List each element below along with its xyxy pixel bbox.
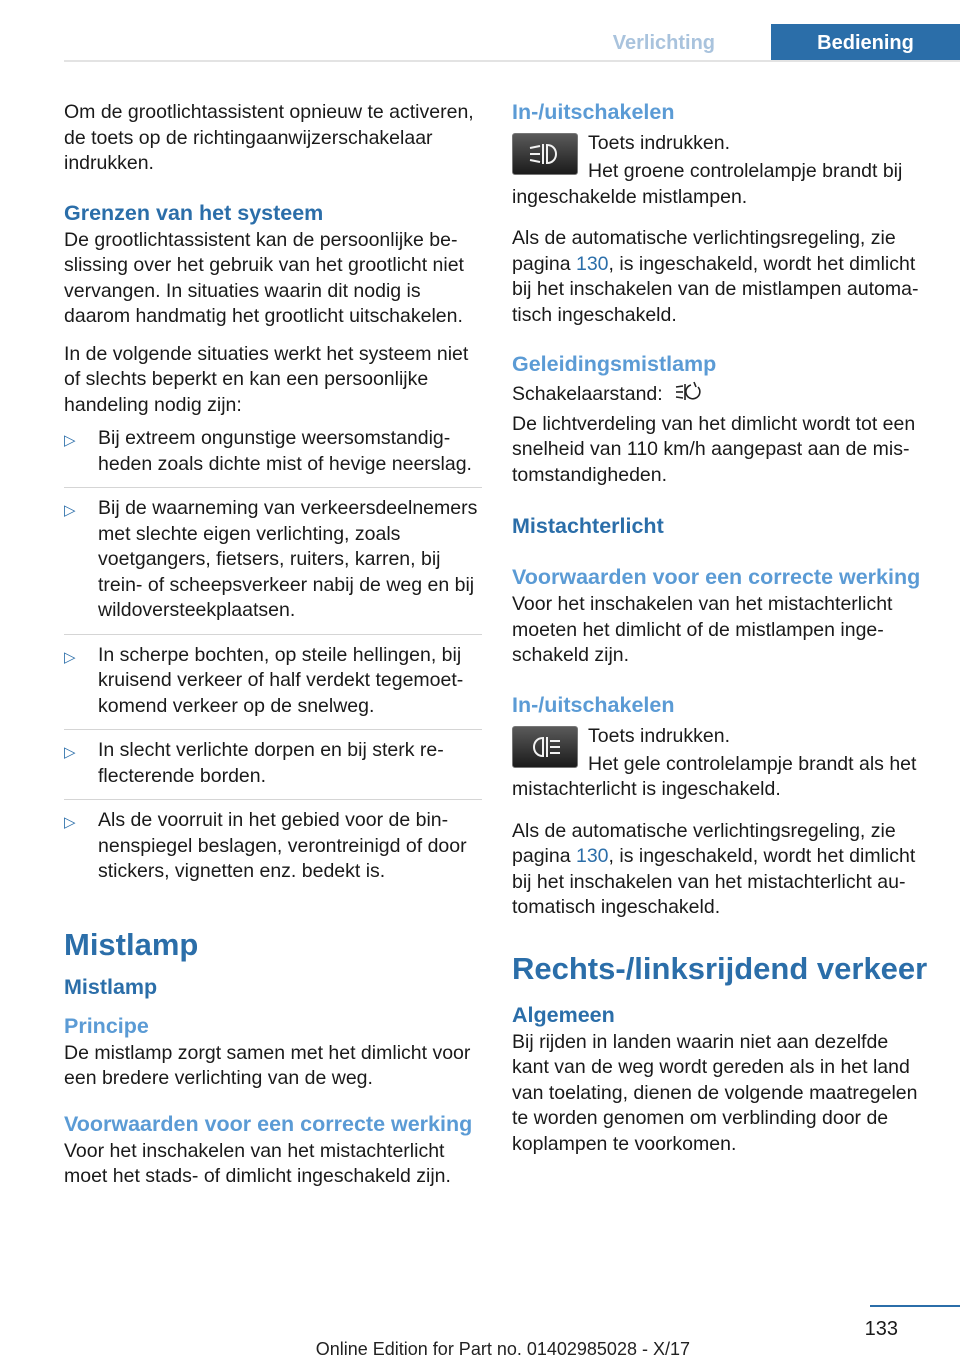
front-fog-button-block (512, 131, 930, 183)
heading-principe: Principe (64, 1013, 149, 1038)
footer-rule (870, 1305, 960, 1307)
triangle-right-icon: ▷ (64, 502, 76, 519)
triangle-right-icon: ▷ (64, 744, 76, 761)
triangle-right-icon: ▷ (64, 648, 76, 666)
button-instruction: Toets indrukken. (588, 724, 730, 747)
rear-fog-button-block (512, 724, 930, 776)
left-column (64, 100, 482, 1202)
page-link-130[interactable]: 130 (575, 845, 609, 867)
heading-geleidingsmistlamp: Geleidingsmistlamp (512, 352, 717, 376)
list-item: ▷ Als de voorruit in het gebied voor de binnenspiegel beslagen, verontreinigd of door stickers, vignetten enz. bedekt is. (64, 809, 467, 882)
grenzen-paragraph-1: De grootlichtassistent kan de persoonlijke beslissing over het gebruik van het grootlicht niet vervangen. In situaties waarin dit nodig is daarom handmatig het grootlicht uitschakelen. (64, 228, 464, 327)
list-item: ▷ Bij de waarneming van verkeersdeelnemers met slechte eigen verlichting, zoals voetgangers, fietsers, ruiters, karren, bij trein- of scheepsverkeer nabij de weg en bij wildoversteekplaatsen. (64, 496, 482, 635)
heading-voorwaarden-2: Voorwaarden voor een correcte werking (512, 565, 921, 589)
voorwaarden-2-paragraph: Voor het inschakelen van het mistachterlicht moeten het dimlicht of de mistlampen ingeschakeld zijn. (512, 593, 893, 666)
heading-mistlamp: Mistlamp (64, 974, 158, 999)
tab-verlichting[interactable]: Verlichting (612, 32, 715, 54)
heading-voorwaarden: Voorwaarden voor een correcte werking (64, 1111, 473, 1136)
tab-bediening[interactable]: Bediening (771, 24, 960, 62)
section-title-rechts-links: Rechts-/linksrijdend verkeer (512, 950, 928, 986)
geleiding-paragraph: De lichtverdeling van het dimlicht wordt tot een snelheid van 110 km/h aangepast aan de mistomstandigheden. (512, 412, 916, 486)
principe-paragraph: De mistlamp zorgt samen met het dimlicht voor een bredere verlichting van de weg. (64, 1041, 471, 1089)
rear-fog-lamp-button[interactable] (512, 726, 578, 768)
footer-edition: Online Edition for Part no. 01402985028 - X/17 (315, 1339, 690, 1359)
rear-fog-lamp-icon (528, 735, 562, 759)
front-fog-lamp-button[interactable] (512, 133, 578, 175)
section-title-mistlamp: Mistlamp (64, 926, 199, 962)
right-column (512, 100, 930, 1169)
intro-paragraph: Om de grootlichtassistent opnieuw te activeren, de toets op de richtingaanwijzerschakelaar indrukken. (64, 101, 474, 174)
switch-position-line: Schakelaarstand: (512, 381, 930, 408)
header-divider (64, 60, 960, 62)
fog-switch-position-icon (674, 381, 704, 403)
voorwaarden-paragraph: Voor het inschakelen van het mistachterlicht moet het stads- of dimlicht ingeschakeld zijn. (64, 1139, 451, 1187)
auto-light-paragraph-1: Als de automatische verlichtingsregeling, zie pagina 130, is ingeschakeld, wordt het dimlicht bij het inschakelen van de mistlampen automatisch ingeschakeld. (512, 227, 919, 326)
heading-mistachterlicht: Mistachterlicht (512, 514, 664, 538)
heading-grenzen: Grenzen van het systeem (64, 200, 324, 225)
front-fog-lamp-icon (528, 142, 562, 166)
front-fog-indicator-text: Het groene controlelampje brandt bij ingeschakelde mistlampen. (512, 160, 903, 208)
heading-inuitschakelen-2: In-/uitschakelen (512, 692, 675, 717)
page-link-130[interactable]: 130 (575, 252, 609, 275)
list-item: ▷ In slecht verlichte dorpen en bij sterk reflecterende borden. (64, 738, 482, 800)
list-item: ▷ Bij extreem ongunstige weersomstandigheden zoals dichte mist of hevige neerslag. (64, 426, 482, 488)
rear-fog-indicator-text: Het gele controlelampje brandt als het mistachterlicht is ingeschakeld. (512, 752, 917, 800)
algemeen-paragraph: Bij rijden in landen waarin niet aan dezelfde kant van de weg wordt gereden als in het land van toelating, dienen de volgende maatregelen te worden genomen om verblinding door de koplampen te voorkomen. (512, 1030, 918, 1155)
heading-inuitschakelen-1: In-/uitschakelen (512, 100, 675, 124)
button-instruction: Toets indrukken. (588, 132, 730, 154)
page-number: 133 (864, 1318, 898, 1340)
triangle-right-icon: ▷ (64, 814, 76, 831)
triangle-right-icon: ▷ (64, 432, 76, 449)
auto-light-paragraph-2: Als de automatische verlichtingsregeling, zie pagina 130, is ingeschakeld, wordt het dimlicht bij het inschakelen van het mistachterlicht automatisch ingeschakeld. (512, 819, 916, 918)
heading-algemeen: Algemeen (512, 1002, 615, 1027)
list-item: ▷ In scherpe bochten, op steile hellingen, bij kruisend verkeer of half verdekt tegemoetkomend verkeer op de snelweg. (64, 643, 482, 731)
situation-list (64, 426, 482, 895)
grenzen-paragraph-2: In de volgende situaties werkt het systeem niet of slechts beperkt en kan een persoonlijke handeling nodig zijn: (64, 342, 469, 416)
